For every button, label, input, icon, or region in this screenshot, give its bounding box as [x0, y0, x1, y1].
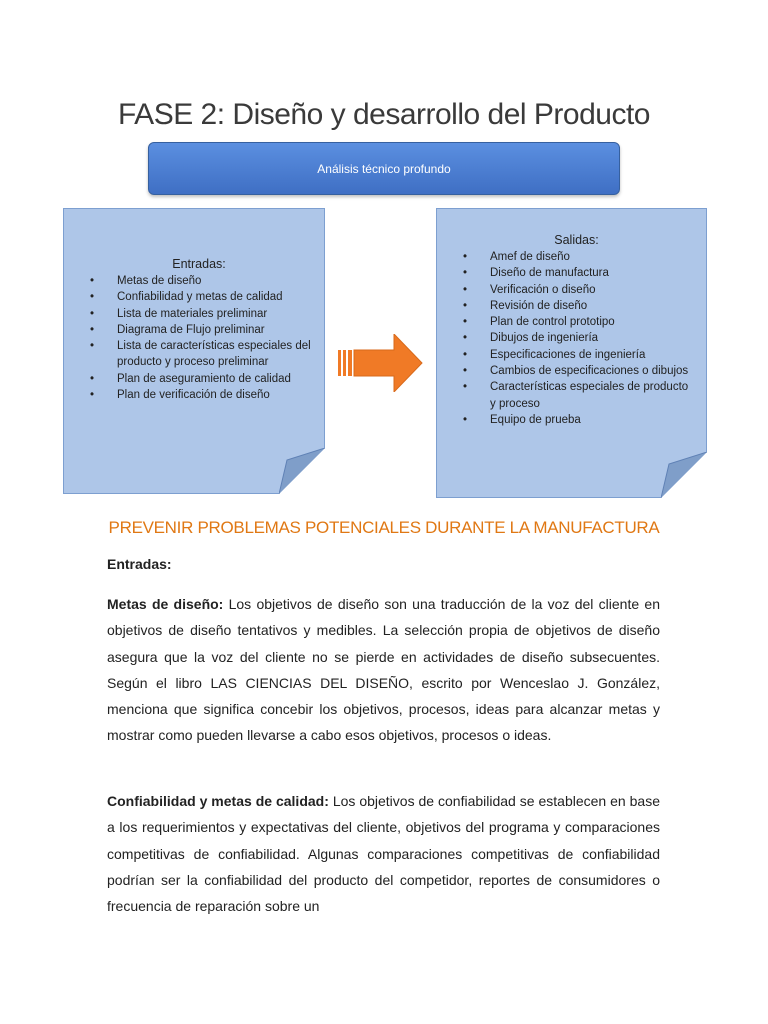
list-item: • Diseño de manufactura: [463, 265, 696, 281]
process-banner: Análisis técnico profundo: [148, 142, 620, 195]
list-item: • Amef de diseño: [463, 249, 696, 265]
paragraph-text: Los objetivos de confiabilidad se establecen en base a los requerimientos y expectativas del cliente, objetivos del programa y comparaciones competitivas de confiabilidad. Algunas comparaciones competitivas de confiabilidad podrían ser la confiabilidad del producto del competidor, reportes de consumidores o frecuencia de reparación sobre un: [107, 793, 660, 915]
paragraph-text: Los objetivos de diseño son una traducción de la voz del cliente en objetivos de diseño tentativos y medibles. La selección propia de objetivos de diseño asegura que la voz del cliente no se pierde en actividades de diseño subsecuentes. Según el libro LAS CIENCIAS DEL DISEÑO, escrito por Wenceslao J. González, menciona que significa concebir los objetivos, procesos, ideas para alcanzar metas y mostrar como pueden llevarse a cabo esos objetivos, procesos o ideas.: [107, 596, 660, 744]
list-item: • Plan de verificación de diseño: [90, 387, 314, 403]
list-item: • Equipo de prueba: [463, 412, 696, 428]
page-fold-icon: [661, 452, 707, 498]
paragraph-confiabilidad: [107, 788, 660, 919]
list-item: • Cambios de especificaciones o dibujos: [463, 363, 696, 379]
paragraph-metas-diseno: [107, 591, 660, 749]
list-item: • Diagrama de Flujo preliminar: [90, 322, 314, 338]
list-item: • Lista de características especiales del producto y proceso preliminar: [90, 338, 314, 371]
paragraph-term: Confiabilidad y metas de calidad:: [107, 793, 329, 809]
list-item: • Metas de diseño: [90, 273, 314, 289]
section-label: Entradas:: [107, 556, 172, 572]
flow-arrow-icon: [338, 334, 424, 392]
list-item: • Plan de aseguramiento de calidad: [90, 371, 314, 387]
page-title: FASE 2: Diseño y desarrollo del Producto: [118, 98, 650, 131]
list-item: • Plan de control prototipo: [463, 314, 696, 330]
page-fold-icon: [279, 448, 325, 494]
list-item: • Dibujos de ingeniería: [463, 330, 696, 346]
outputs-list: [463, 249, 696, 428]
list-item: • Especificaciones de ingeniería: [463, 347, 696, 363]
outputs-heading: Salidas:: [554, 233, 599, 247]
inputs-list: [90, 273, 314, 403]
list-item: • Verificación o diseño: [463, 282, 696, 298]
section-subtitle: PREVENIR PROBLEMAS POTENCIALES DURANTE LA MANUFACTURA: [108, 518, 660, 537]
paragraph-term: Metas de diseño:: [107, 596, 224, 612]
inputs-note: [63, 208, 325, 494]
list-item: • Lista de materiales preliminar: [90, 306, 314, 322]
list-item: • Características especiales de producto y proceso: [463, 379, 696, 412]
outputs-note: [436, 208, 707, 498]
list-item: • Revisión de diseño: [463, 298, 696, 314]
inputs-heading: Entradas:: [172, 257, 226, 271]
list-item: • Confiabilidad y metas de calidad: [90, 289, 314, 305]
